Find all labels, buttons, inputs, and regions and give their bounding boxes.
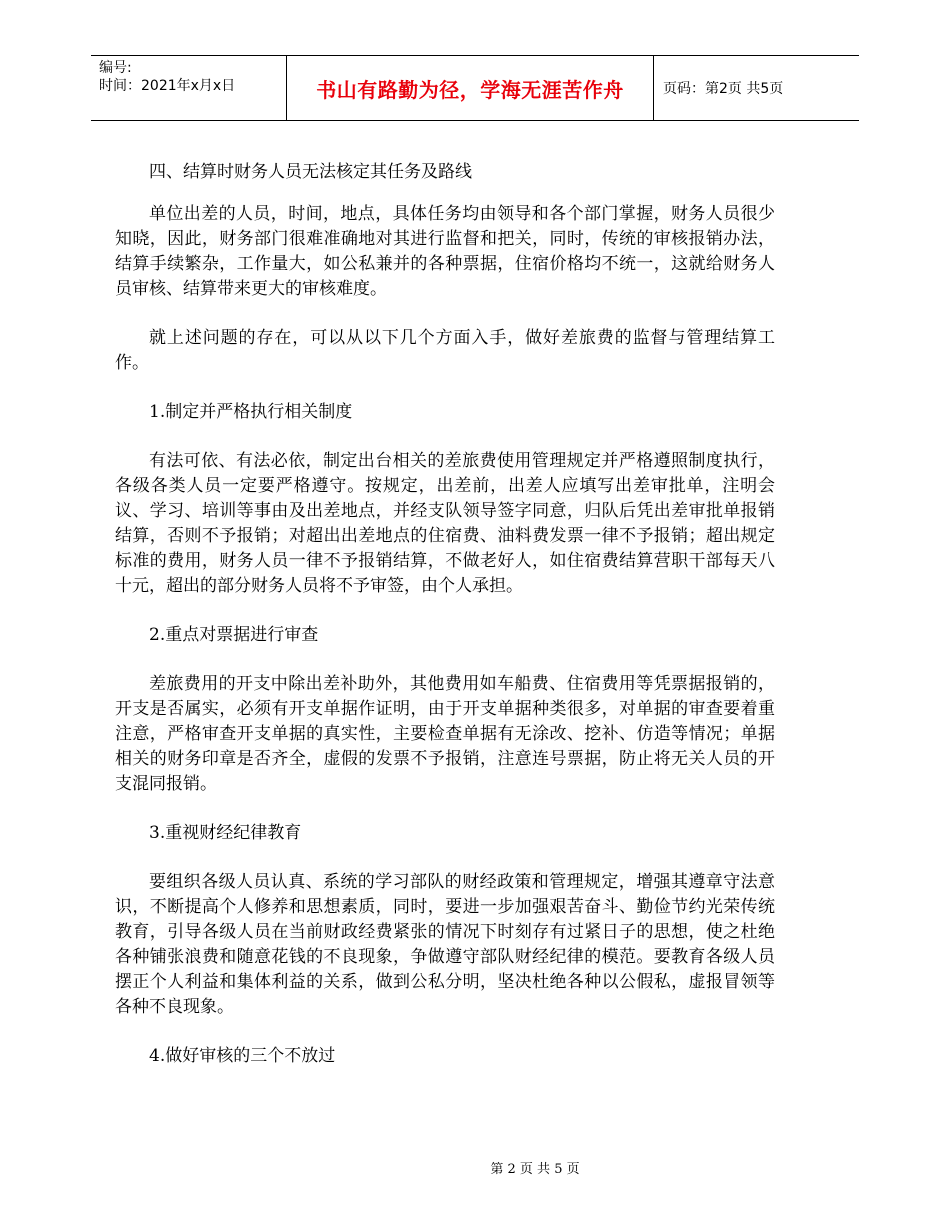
paragraph: 差旅费用的开支中除出差补助外，其他费用如车船费、住宿费用等凭票据报销的，开支是否属实，必须有开支单据作证明，由于开支单据种类很多，对单据的审查要着重注意，严格审查开支单据的真实性，主要检查单据有无涂改、挖补、仿造等情况；单据相关的财务印章是否齐全，虚假的发票不予报销，注意连号票据，防止将无关人员的开支混同报销。 <box>115 674 775 794</box>
paragraph: 有法可依、有法必依，制定出台相关的差旅费使用管理规定并严格遵照制度执行，各级各类人员一定要严格遵守。按规定，出差前，出差人应填写出差审批单，注明会议、学习、培训等事由及出差地点，并经支队领导签字同意，归队后凭出差审批单报销结算，否则不予报销；对超出出差地点的住宿费、油料费发票一律不予报销；超出规定标准的费用，财务人员一律不予报销结算，不做老好人，如住宿费结算营职干部每天八十元，超出的部分财务人员将不予审签，由个人承担。 <box>115 451 775 596</box>
paragraph: 要组织各级人员认真、系统的学习部队的财经政策和管理规定，增强其遵章守法意识，不断提高个人修养和思想素质，同时，要进一步加强艰苦奋斗、勤俭节约光荣传统教育，引导各级人员在当前财政经费紧张的情况下时刻存有过紧日子的思想，使之杜绝各种铺张浪费和随意花钱的不良现象，争做遵守部队财经纪律的模范。要教育各级人员摆正个人利益和集体利益的关系，做到公私分明，坚决杜绝各种以公假私，虚报冒领等各种不良现象。 <box>115 872 775 1017</box>
subsection-heading-4: 4.做好审核的三个不放过 <box>149 1046 336 1066</box>
paragraph: 单位出差的人员，时间，地点，具体任务均由领导和各个部门掌握，财务人员很少知晓，因此，财务部门很难准确地对其进行监督和把关，同时，传统的审核报销办法，结算手续繁杂，工作量大，如公私兼并的各种票据，住宿价格均不统一，这就给财务人员审核、结算带来更大的审核难度。 <box>115 204 775 299</box>
header-meta <box>91 56 286 120</box>
number-label: 编号: <box>99 60 132 76</box>
subsection-heading-1: 1.制定并严格执行相关制度 <box>149 402 353 422</box>
subsection-heading-2: 2.重点对票据进行审查 <box>149 625 319 645</box>
section-heading-4: 四、结算时财务人员无法核定其任务及路线 <box>149 162 472 182</box>
page-header <box>91 55 859 121</box>
paragraph: 就上述问题的存在，可以从以下几个方面入手，做好差旅费的监督与管理结算工作。 <box>115 328 775 373</box>
document-body <box>115 160 775 1069</box>
header-motto: 书山有路勤为径，学海无涯苦作舟 <box>286 56 654 120</box>
page-footer: 第 2 页 共 5 页 <box>490 1162 580 1177</box>
subsection-heading-3: 3.重视财经纪律教育 <box>149 823 302 843</box>
header-page-label: 页码：第2页 共5页 <box>663 81 784 97</box>
time-label: 时间：2021年x月x日 <box>99 78 236 94</box>
